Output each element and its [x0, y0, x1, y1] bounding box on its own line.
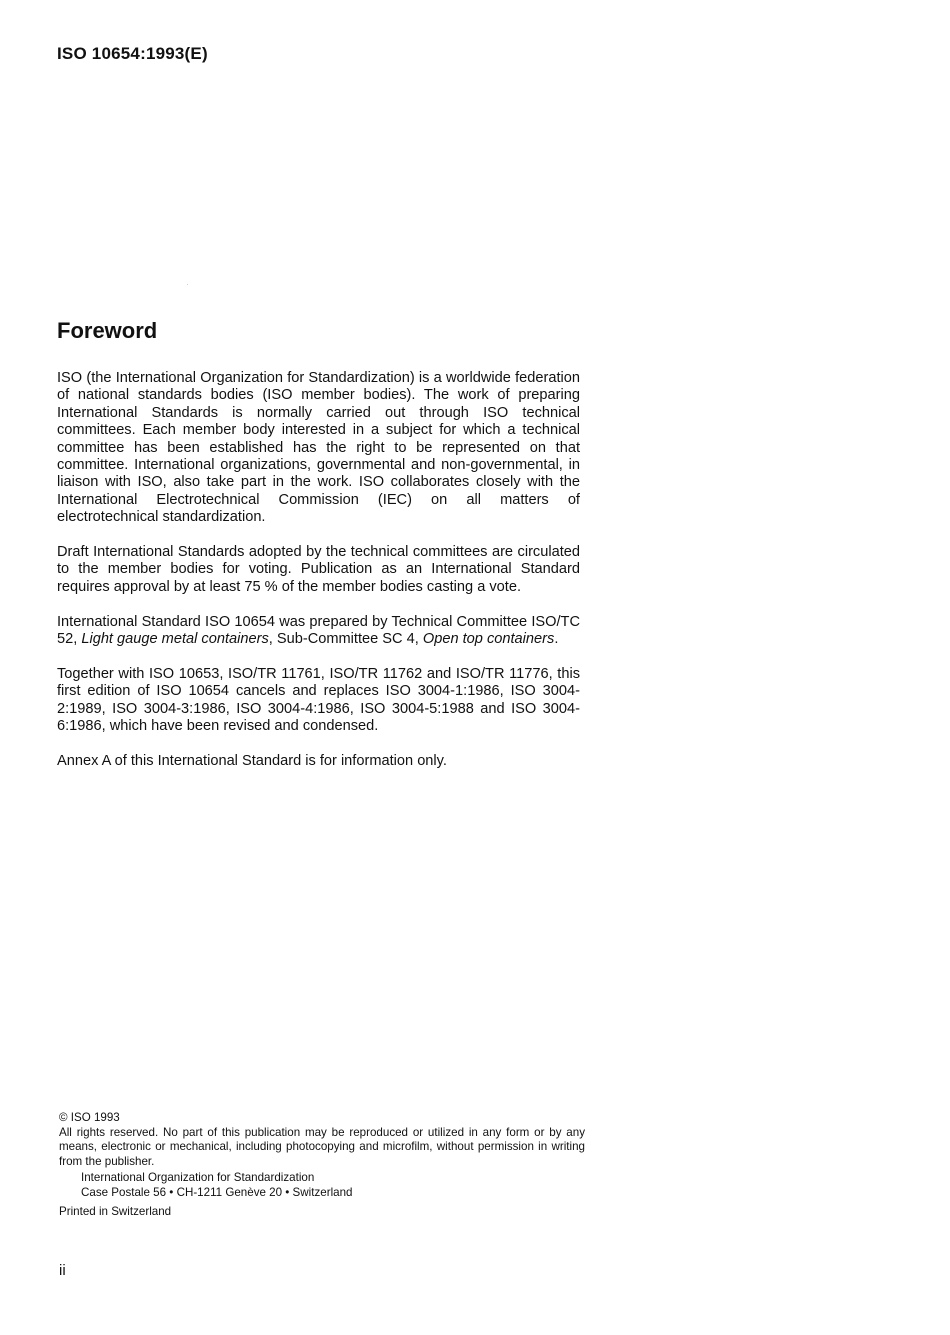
scan-speck	[187, 284, 188, 285]
organization-address: Case Postale 56 • CH-1211 Genève 20 • Switzerland	[81, 1185, 353, 1199]
paragraph-2: Draft International Standards adopted by the technical committees are circulated to the member bodies for voting. Publication as an International Standard requires approval by at least 75 % of the member bodies casting a vote.	[57, 544, 580, 595]
copyright-block	[59, 1111, 585, 1219]
foreword-body	[57, 370, 580, 788]
page-number: ii	[59, 1262, 66, 1279]
paragraph-4: Together with ISO 10653, ISO/TR 11761, ISO/TR 11762 and ISO/TR 11776, this first edition of ISO 10654 cancels and replaces ISO 3004-1:1986, ISO 3004-2:1989, ISO 3004-3:1986, ISO 3004-4:1986, ISO 3004-5:1988 and ISO 3004-6:1986, which have been revised and condensed.	[57, 665, 580, 735]
page-title: Foreword	[57, 318, 158, 343]
paragraph-5: Annex A of this International Standard is for information only.	[57, 752, 447, 769]
document-header-id: ISO 10654:1993(E)	[57, 44, 208, 63]
rights-statement: All rights reserved. No part of this publication may be reproduced or utilized in any form or by any means, electronic or mechanical, including photocopying and microfilm, without permission in writing from the publisher.	[59, 1125, 585, 1168]
copyright-notice: © ISO 1993	[59, 1111, 120, 1124]
paragraph-1: ISO (the International Organization for Standardization) is a worldwide federation of national standards bodies (ISO member bodies). The work of preparing International Standards is normally carried out through ISO technical committees. Each member body interested in a subject for which a technical committee has been established has the right to be represented on that committee. International organizations, governmental and non-governmental, in liaison with ISO, also take part in the work. ISO collaborates closely with the International Electrotechnical Commission (IEC) on all matters of electrotechnical standardization.	[57, 370, 580, 526]
paragraph-3	[57, 614, 580, 649]
committee-title: Light gauge metal containers	[81, 631, 269, 648]
organization-name: International Organization for Standardization	[81, 1171, 315, 1185]
printed-location: Printed in Switzerland	[59, 1204, 172, 1218]
paragraph-3-text-b: , Sub-Committee SC 4,	[268, 631, 423, 648]
paragraph-3-text-c: .	[554, 631, 559, 648]
paragraph-3-text-a: International Standard ISO 10654 was prepared by Technical Committee ISO/TC 52,	[57, 613, 580, 648]
subcommittee-title: Open top containers	[422, 631, 555, 648]
